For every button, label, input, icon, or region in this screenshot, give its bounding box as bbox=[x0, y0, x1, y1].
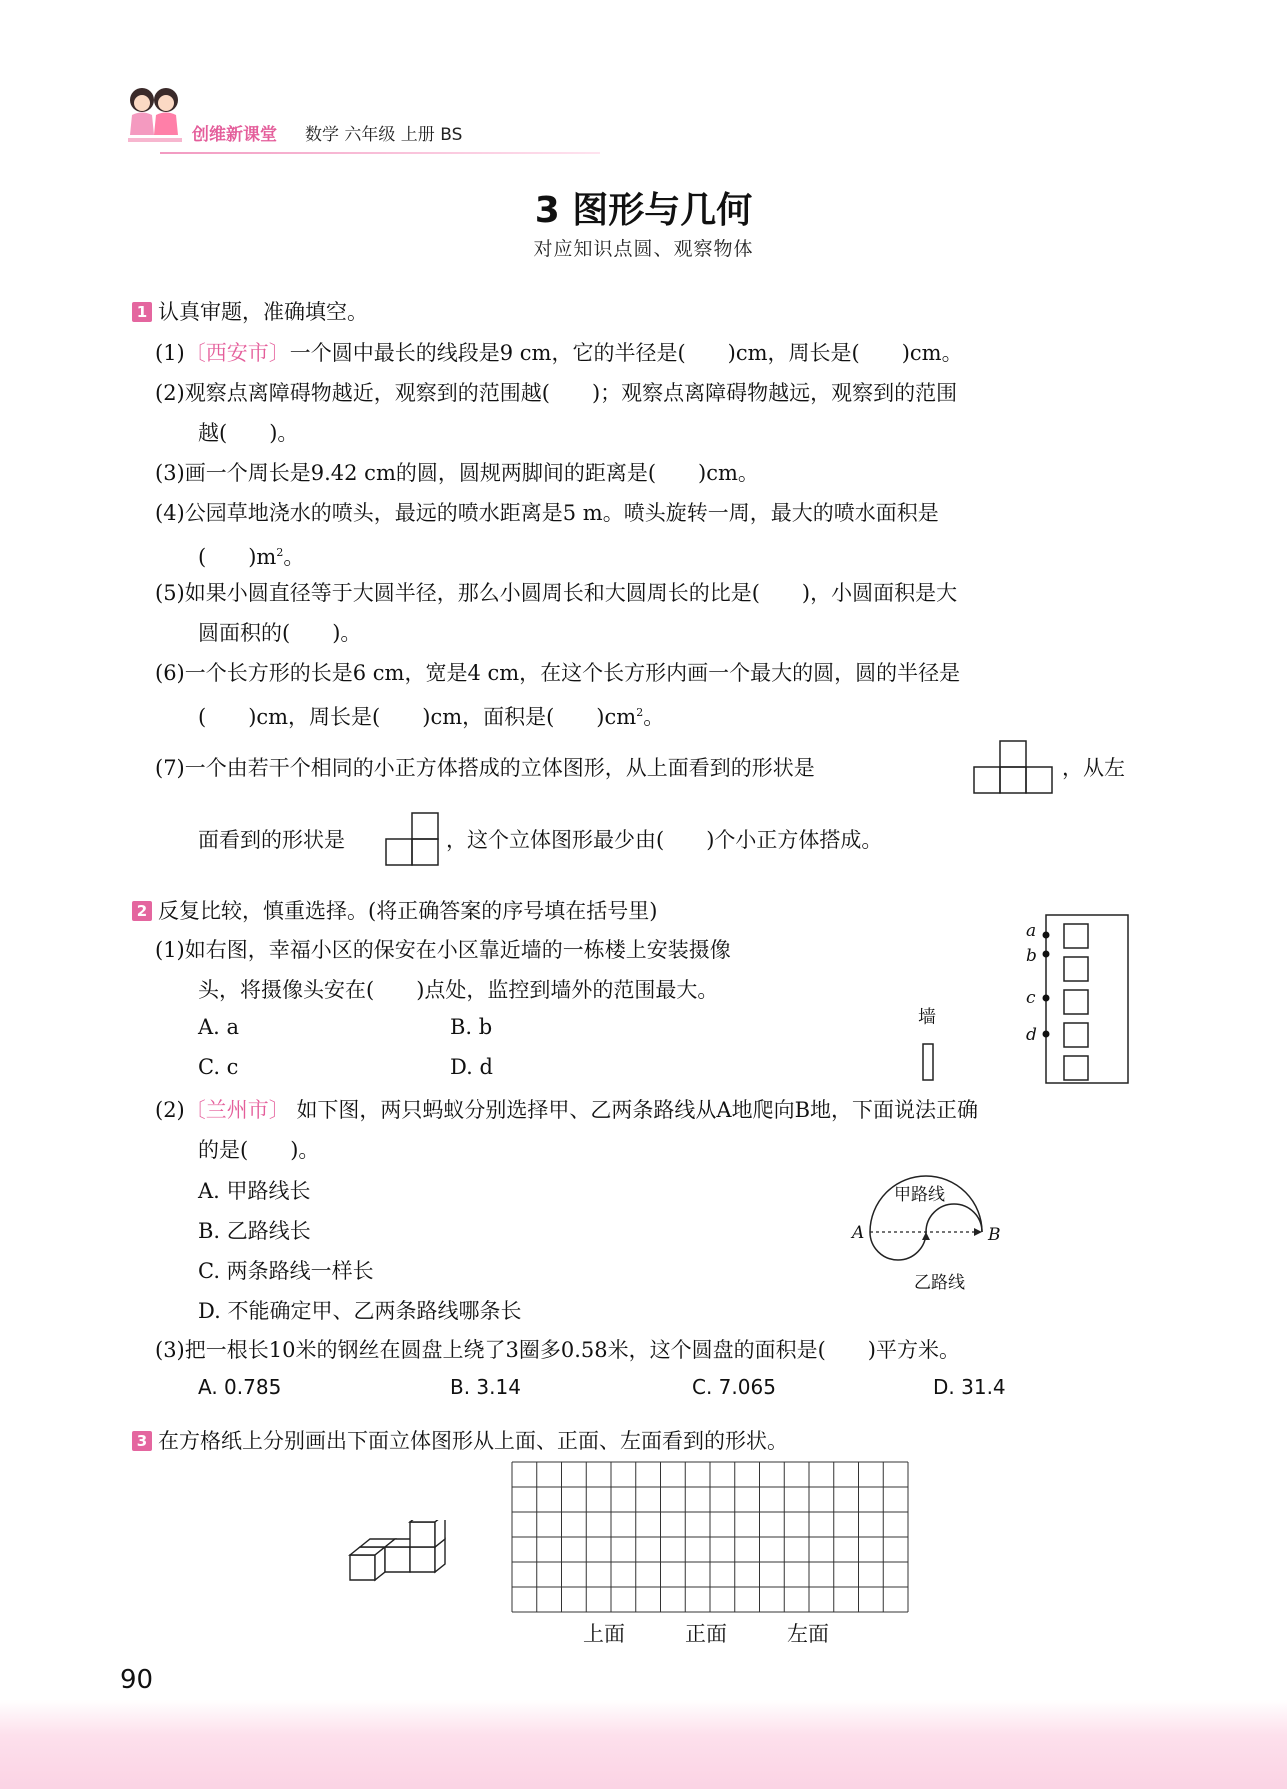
s2-q1-option-d: D. d bbox=[450, 1055, 493, 1079]
fig1-label-c: c bbox=[1026, 988, 1036, 1008]
s2-q3-option-b: B. 3.14 bbox=[450, 1375, 521, 1399]
s2-q1-option-c: C. c bbox=[198, 1055, 239, 1079]
s1-q1-prefix: (1) bbox=[155, 341, 185, 365]
s2-question-1-line-2: 头，将摄像头安在( )点处，监控到墙外的范围最大。 bbox=[198, 978, 719, 1002]
wall-shape bbox=[923, 1044, 933, 1080]
fig1-label-d: d bbox=[1026, 1025, 1037, 1045]
fig2-label-a: A bbox=[852, 1223, 865, 1243]
s1-question-7-line-2a: 面看到的形状是 bbox=[198, 828, 345, 852]
page-header bbox=[120, 80, 1170, 160]
s2-q3-option-c: C. 7.065 bbox=[692, 1375, 776, 1399]
section-1-heading bbox=[132, 296, 368, 326]
section-1-title: 认真审题，准确填空。 bbox=[158, 300, 368, 324]
s2-question-2-line-2: 的是( )。 bbox=[198, 1138, 320, 1162]
s2-q2-option-a: A. 甲路线长 bbox=[198, 1179, 311, 1203]
book-info: 数学 六年级 上册 BS bbox=[305, 125, 463, 145]
answer-grid[interactable] bbox=[510, 1460, 910, 1615]
s2-q3-option-a: A. 0.785 bbox=[198, 1375, 282, 1399]
building-wall-figure bbox=[910, 910, 1130, 1085]
fig1-wall-label: 墙 bbox=[918, 1007, 936, 1028]
s2-q2-option-b: B. 乙路线长 bbox=[198, 1219, 311, 1243]
grid-caption-top: 上面 bbox=[583, 1622, 625, 1646]
s2-q3-option-d: D. 31.4 bbox=[933, 1375, 1006, 1399]
page-title: 3 图形与几何 bbox=[534, 190, 753, 231]
section-3-heading bbox=[132, 1425, 788, 1455]
s1-question-7-line-1b: ，从左 bbox=[1062, 756, 1125, 780]
s1-q1-text: 一个圆中最长的线段是9 cm，它的半径是( )cm，周长是( )cm。 bbox=[289, 341, 963, 365]
s2-q1-option-a: A. a bbox=[198, 1015, 240, 1039]
s1-question-2-line-2: 越( )。 bbox=[198, 421, 299, 445]
s1-question-6-line-2 bbox=[198, 698, 664, 732]
s1-q4-end: 。 bbox=[283, 545, 305, 569]
s2-q2-option-d: D. 不能确定甲、乙两条路线哪条长 bbox=[198, 1299, 522, 1323]
s2-q2-prefix: (2) bbox=[155, 1098, 185, 1122]
s1-q1-region-tag: 〔西安市〕 bbox=[184, 341, 290, 365]
s1-question-5-line-1: (5)如果小圆直径等于大圆半径，那么小圆周长和大圆周长的比是( )，小圆面积是大 bbox=[155, 581, 958, 605]
s2-q2-text: 如下图，两只蚂蚁分别选择甲、乙两条路线从A地爬向B地，下面说法正确 bbox=[296, 1098, 979, 1122]
cube-stack-figure bbox=[345, 1520, 465, 1600]
s2-q2-region-tag: 〔兰州市〕 bbox=[184, 1098, 290, 1122]
grid-caption-left: 左面 bbox=[787, 1622, 829, 1646]
s1-q6-superscript: 2 bbox=[636, 706, 644, 719]
section-1-number: 1 bbox=[132, 302, 152, 322]
s2-question-2-line-1 bbox=[155, 1095, 978, 1125]
grid-caption-front: 正面 bbox=[685, 1622, 727, 1646]
footer-band bbox=[0, 1700, 1287, 1789]
s1-question-2-line-1: (2)观察点离障碍物越近，观察到的范围越( )；观察点离障碍物越远，观察到的范围 bbox=[155, 381, 958, 405]
route-yi-arc-1 bbox=[870, 1232, 926, 1260]
s1-question-4-line-1: (4)公园草地浇水的喷头，最远的喷水距离是5 m。喷头旋转一周，最大的喷水面积是 bbox=[155, 501, 939, 525]
section-2-title: 反复比较，慎重选择。(将正确答案的序号填在括号里) bbox=[158, 899, 658, 923]
fig1-label-a: a bbox=[1026, 921, 1037, 941]
arrow-up-icon bbox=[922, 1232, 930, 1240]
s1-question-4-line-2 bbox=[198, 538, 304, 572]
building-outline bbox=[1046, 915, 1128, 1083]
left-view-figure bbox=[382, 810, 444, 868]
top-view-figure bbox=[968, 738, 1060, 796]
s1-q4-answer-text: ( )m bbox=[198, 545, 277, 569]
arrow-icon bbox=[974, 1228, 982, 1236]
s2-question-3: (3)把一根长10米的钢丝在圆盘上绕了3圈多0.58米，这个圆盘的面积是( )平方米。 bbox=[155, 1338, 960, 1362]
s1-question-5-line-2: 圆面积的( )。 bbox=[198, 621, 362, 645]
s1-q6-answer-text: ( )cm，周长是( )cm，面积是( )cm bbox=[198, 705, 637, 729]
s2-question-1-line-1: (1)如右图，幸福小区的保安在小区靠近墙的一栋楼上安装摄像 bbox=[155, 938, 731, 962]
s1-question-1 bbox=[155, 338, 963, 368]
s1-question-3: (3)画一个周长是9.42 cm的圆，圆规两脚间的距离是( )cm。 bbox=[155, 461, 759, 485]
fig2-label-jia: 甲路线 bbox=[894, 1185, 945, 1205]
mascot-logo-icon bbox=[120, 80, 190, 150]
section-3-title: 在方格纸上分别画出下面立体图形从上面、正面、左面看到的形状。 bbox=[158, 1429, 788, 1453]
s1-question-6-line-1: (6)一个长方形的长是6 cm，宽是4 cm，在这个长方形内画一个最大的圆，圆的半径是 bbox=[155, 661, 961, 685]
s1-q6-end: 。 bbox=[643, 705, 665, 729]
s2-q1-option-b: B. b bbox=[450, 1015, 493, 1039]
s1-question-7-line-1a: (7)一个由若干个相同的小正方体搭成的立体图形，从上面看到的形状是 bbox=[155, 756, 815, 780]
page-number: 90 bbox=[120, 1665, 154, 1695]
section-2-heading bbox=[132, 895, 657, 925]
section-2-number: 2 bbox=[132, 901, 152, 921]
page-subtitle: 对应知识点圆、观察物体 bbox=[533, 238, 754, 260]
fig2-label-yi: 乙路线 bbox=[914, 1273, 965, 1293]
s1-question-7-line-2b: ，这个立体图形最少由( )个小正方体搭成。 bbox=[446, 828, 883, 852]
brand-name: 创维新课堂 bbox=[192, 125, 277, 145]
route-figure bbox=[840, 1170, 1030, 1300]
s1-q4-superscript: 2 bbox=[276, 546, 284, 559]
fig1-label-b: b bbox=[1026, 946, 1037, 966]
route-yi-arc-2 bbox=[926, 1204, 982, 1232]
fig2-label-b: B bbox=[988, 1225, 1001, 1245]
section-3-number: 3 bbox=[132, 1431, 152, 1451]
s2-q2-option-c: C. 两条路线一样长 bbox=[198, 1259, 374, 1283]
header-divider bbox=[160, 152, 600, 154]
